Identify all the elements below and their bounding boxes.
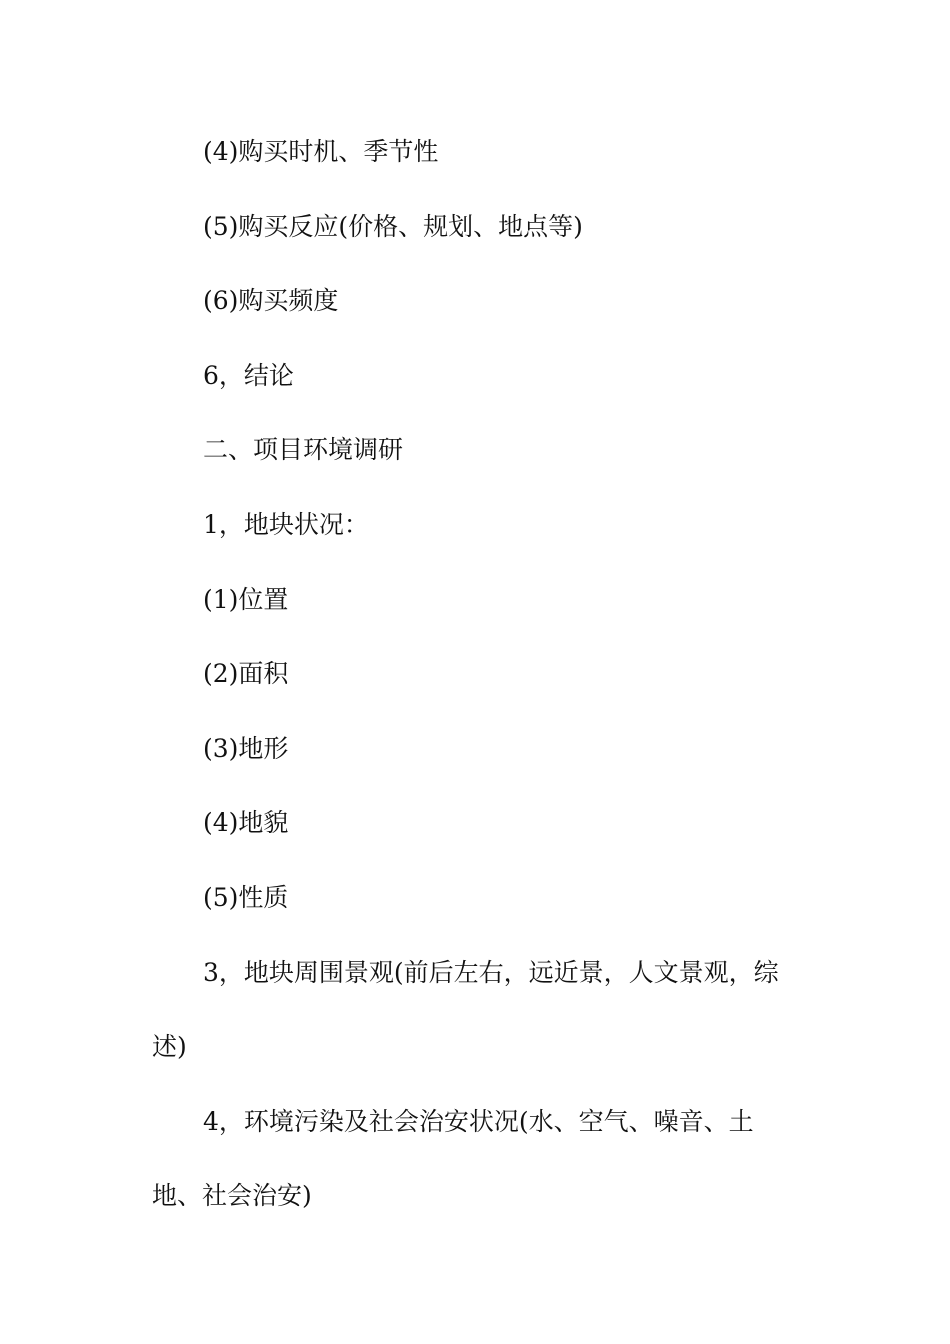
section-conclusion: 6，结论 (203, 361, 294, 390)
item-nature: (5)性质 (203, 883, 289, 912)
item-purchase-reaction: (5)购买反应(价格、规划、地点等) (203, 212, 583, 241)
item-purchase-timing: (4)购买时机、季节性 (203, 137, 439, 166)
item-landform: (4)地貌 (203, 808, 289, 837)
section-surrounding-landscape: 3，地块周围景观(前后左右，远近景，人文景观，综 (203, 958, 779, 987)
item-terrain: (3)地形 (203, 734, 289, 763)
section-plot-status: 1，地块状况： (203, 510, 369, 539)
item-area: (2)面积 (203, 659, 289, 688)
heading-project-environment-research: 二、项目环境调研 (203, 435, 404, 464)
section-environment-pollution: 4，环境污染及社会治安状况(水、空气、噪音、土 (203, 1107, 754, 1136)
item-purchase-frequency: (6)购买频度 (203, 286, 339, 315)
section-environment-pollution-continued: 地、社会治安) (152, 1181, 312, 1210)
section-surrounding-landscape-continued: 述) (152, 1032, 187, 1061)
item-location: (1)位置 (203, 585, 289, 614)
